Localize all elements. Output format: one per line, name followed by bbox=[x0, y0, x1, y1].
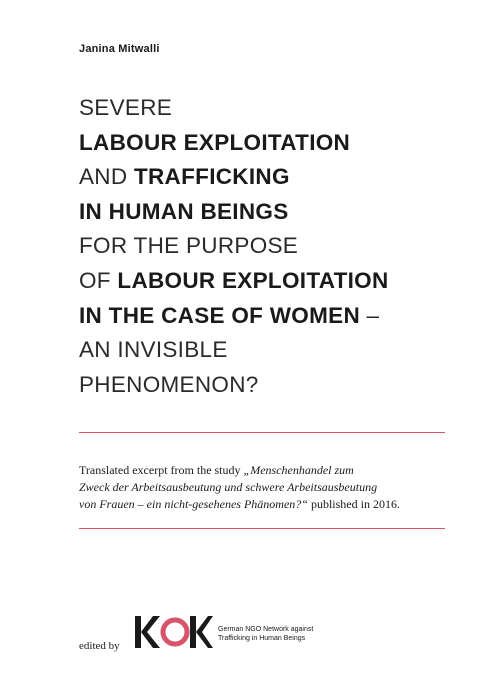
title-line bbox=[79, 195, 479, 230]
title-line bbox=[79, 368, 479, 403]
book-title bbox=[79, 91, 479, 402]
title-segment: AND bbox=[79, 164, 134, 190]
title-line bbox=[79, 126, 479, 161]
excerpt-line-3: von Frauen – ein nicht-gesehenes Phänomen?“ published in 2016. bbox=[79, 497, 400, 511]
title-segment: LABOUR EXPLOITATION bbox=[117, 267, 389, 293]
title-line bbox=[79, 264, 479, 299]
title-segment: OF bbox=[79, 267, 118, 293]
title-segment: IN THE CASE OF WOMEN bbox=[79, 302, 360, 328]
title-line bbox=[79, 160, 479, 195]
top-divider bbox=[79, 432, 445, 433]
author-name: Janina Mitwalli bbox=[79, 43, 160, 55]
title-segment: – bbox=[360, 302, 380, 328]
title-segment: IN HUMAN BEINGS bbox=[79, 198, 289, 224]
title-line bbox=[79, 229, 479, 264]
excerpt-line-2: Zweck der Arbeitsausbeutung und schwere Arbeitsausbeutung bbox=[79, 480, 378, 494]
edited-by-label: edited by bbox=[79, 640, 120, 652]
kok-logo-icon bbox=[133, 612, 213, 652]
title-line bbox=[79, 91, 479, 126]
title-segment: AN INVISIBLE bbox=[79, 337, 228, 363]
publisher-footer bbox=[79, 612, 459, 658]
organization-name: German NGO Network against Trafficking in Human Beings bbox=[218, 626, 314, 642]
title-segment: SEVERE bbox=[79, 95, 173, 120]
excerpt-line-1: Translated excerpt from the study „Menschenhandel zum bbox=[79, 463, 354, 477]
title-segment: TRAFFICKING bbox=[133, 164, 290, 190]
title-segment: FOR THE PURPOSE bbox=[79, 233, 299, 259]
title-segment: LABOUR EXPLOITATION bbox=[79, 129, 351, 155]
title-line bbox=[79, 299, 479, 334]
title-line bbox=[79, 333, 479, 368]
title-segment: PHENOMENON? bbox=[79, 371, 259, 397]
bottom-divider bbox=[79, 528, 445, 529]
excerpt-note bbox=[79, 462, 459, 513]
